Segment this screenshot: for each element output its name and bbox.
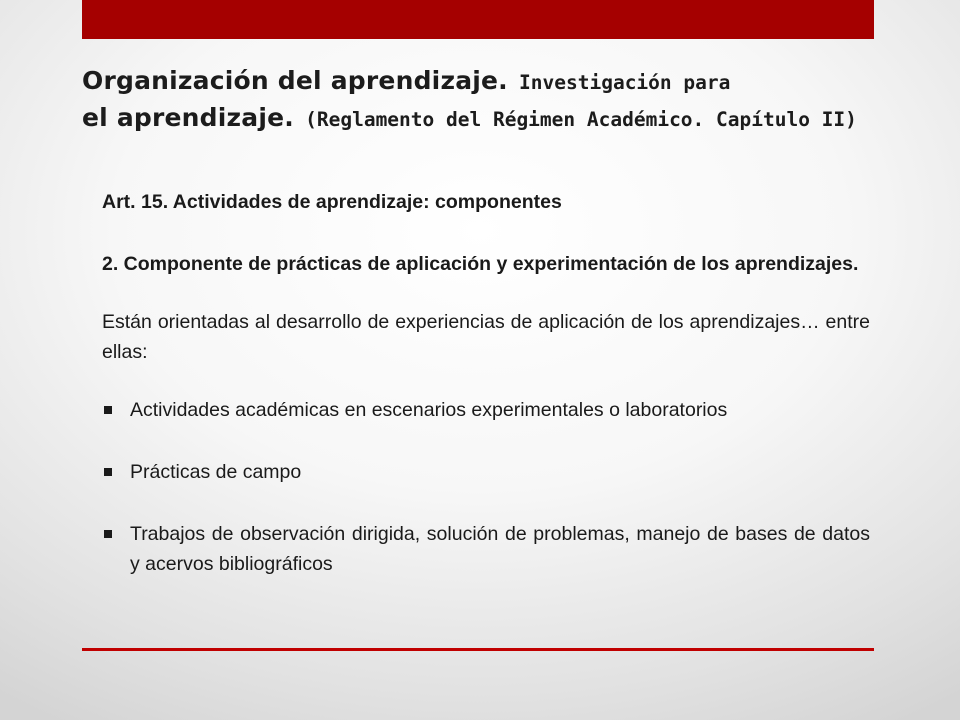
square-bullet-icon (104, 406, 112, 414)
slide-title (82, 62, 922, 136)
component-heading: 2. Componente de prácticas de aplicación y experimentación de los aprendizajes. (102, 253, 859, 275)
list-item (102, 519, 870, 579)
square-bullet-icon (104, 530, 112, 538)
title-main-cont: el aprendizaje. (82, 103, 294, 132)
intro-paragraph: Están orientadas al desarrollo de experiencias de aplicación de los aprendizajes… entre ellas: (102, 311, 870, 363)
list-item-text: Prácticas de campo (130, 461, 302, 483)
slide-body (102, 187, 870, 579)
square-bullet-icon (104, 468, 112, 476)
article-heading: Art. 15. Actividades de aprendizaje: componentes (102, 191, 562, 213)
top-accent-bar (82, 0, 874, 39)
list-item (102, 395, 870, 425)
list-item-text: Actividades académicas en escenarios experimentales o laboratorios (130, 399, 728, 421)
bullet-list (102, 395, 870, 579)
title-main: Organización del aprendizaje. (82, 66, 508, 95)
bottom-divider (82, 648, 874, 651)
list-item-text: Trabajos de observación dirigida, solución de problemas, manejo de bases de datos y acervos bibliográficos (130, 523, 870, 575)
title-reference: (Reglamento del Régimen Académico. Capítulo II) (305, 108, 857, 131)
list-item (102, 457, 870, 487)
title-subtitle: Investigación para (519, 71, 731, 94)
